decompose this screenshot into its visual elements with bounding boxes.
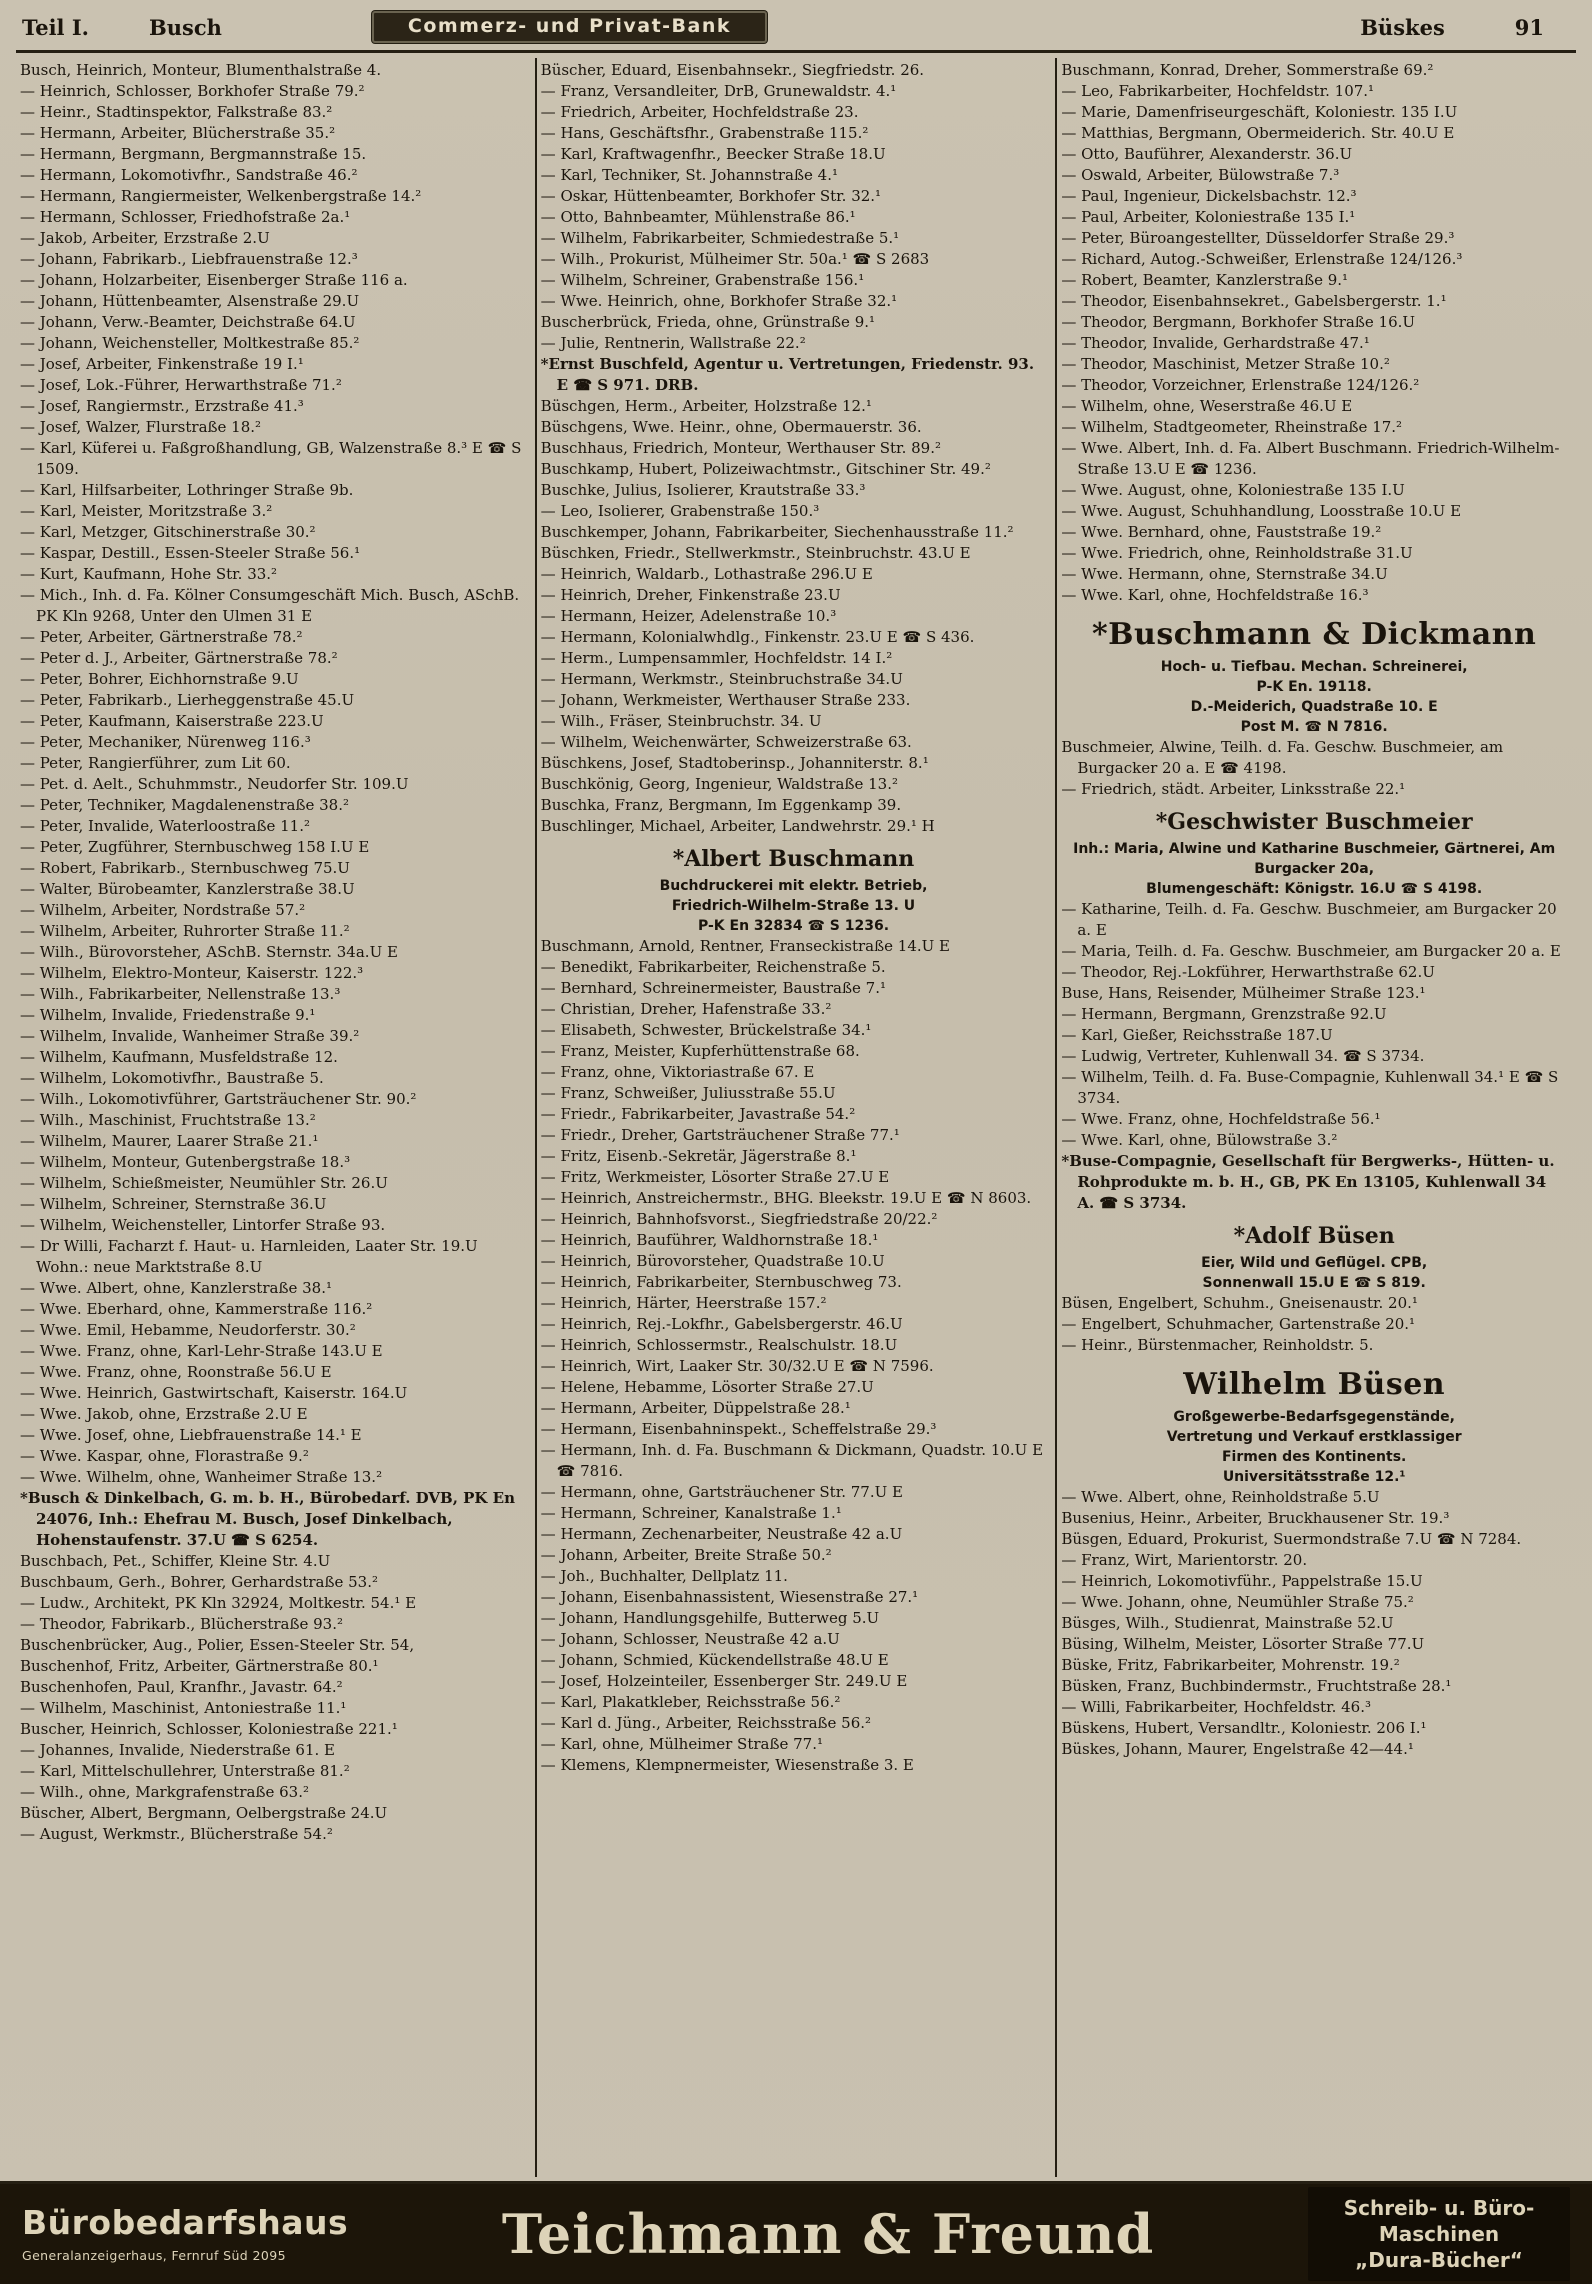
directory-entry: — Karl, ohne, Mülheimer Straße 77.¹	[540, 1735, 823, 1753]
directory-entry: — Wwe. Albert, ohne, Kanzlerstraße 38.¹	[20, 1279, 332, 1297]
directory-entry: — Maria, Teilh. d. Fa. Geschw. Buschmeier, am Burgacker 20 a. E	[1061, 942, 1561, 960]
directory-entry: — Dr Willi, Facharzt f. Haut- u. Harnleiden, Laater Str. 19.U Wohn.: neue Marktstraße 8.U	[20, 1237, 478, 1276]
ad-text-line: Blumengeschäft: Königstr. 16.U ☎ S 4198.	[1146, 881, 1483, 897]
directory-entry: — Wilh., Fabrikarbeiter, Nellenstraße 13.³	[20, 985, 341, 1003]
directory-entry: Büsing, Wilhelm, Meister, Lösorter Straße 77.U	[1061, 1635, 1425, 1653]
footer-ad-right-line3: „Dura-Bücher“	[1355, 2248, 1523, 2272]
ad-text-line: Friedrich-Wilhelm-Straße 13. U	[671, 898, 916, 914]
directory-entry: Büskens, Hubert, Versandltr., Koloniestr. 206 I.¹	[1061, 1719, 1427, 1737]
directory-entry: — Friedrich, Arbeiter, Hochfeldstraße 23.	[540, 103, 859, 121]
directory-entry: — Wilhelm, Schreiner, Grabenstraße 156.¹	[540, 271, 865, 289]
bank-ad-banner: Commerz- und Privat-Bank	[372, 11, 767, 43]
directory-entry: — Marie, Damenfriseurgeschäft, Koloniestr. 135 I.U	[1061, 103, 1458, 121]
directory-entry: — Heinrich, Waldarb., Lothastraße 296.U E	[540, 565, 873, 583]
directory-entry: — Fritz, Eisenb.-Sekretär, Jägerstraße 8.¹	[540, 1147, 857, 1165]
directory-entry: — Katharine, Teilh. d. Fa. Geschw. Buschmeier, am Burgacker 20 a. E	[1061, 900, 1557, 939]
directory-entry: — Robert, Fabrikarb., Sternbuschweg 75.U	[20, 859, 350, 877]
directory-entry: — Heinrich, Härter, Heerstraße 157.²	[540, 1294, 827, 1312]
directory-entry: — Otto, Bahnbeamter, Mühlenstraße 86.¹	[540, 208, 856, 226]
directory-entry: — Karl, Küferei u. Faßgroßhandlung, GB, Walzenstraße 8.³ E ☎ S 1509.	[20, 439, 522, 478]
directory-entry: Buschenhofen, Paul, Kranfhr., Javastr. 64.²	[20, 1678, 343, 1696]
directory-entry: — Peter d. J., Arbeiter, Gärtnerstraße 78.²	[20, 649, 338, 667]
directory-entry: — Johann, Arbeiter, Breite Straße 50.²	[540, 1546, 832, 1564]
directory-entry: — Hermann, Rangiermeister, Welkenbergstraße 14.²	[20, 187, 422, 205]
footer-ad-right	[1308, 2187, 1570, 2281]
directory-entry: — Wilh., Maschinist, Fruchtstraße 13.²	[20, 1111, 316, 1129]
directory-column-3	[1057, 58, 1576, 2177]
directory-entry: — Heinrich, Wirt, Laaker Str. 30/32.U E ☎ N 7596.	[540, 1357, 934, 1375]
directory-entry: Buscherbrück, Frieda, ohne, Grünstraße 9.¹	[540, 313, 876, 331]
directory-entry: — Julie, Rentnerin, Wallstraße 22.²	[540, 334, 806, 352]
directory-entry: — Karl d. Jüng., Arbeiter, Reichsstraße 56.²	[540, 1714, 872, 1732]
page-number: 91	[1514, 14, 1544, 40]
directory-entry: — Mich., Inh. d. Fa. Kölner Consumgeschäft Mich. Busch, ASchB. PK Kln 9268, Unter den Ulmen 31 E	[20, 586, 520, 625]
directory-entry: — Peter, Invalide, Waterloostraße 11.²	[20, 817, 311, 835]
directory-entry: — Heinrich, Dreher, Finkenstraße 23.U	[540, 586, 841, 604]
directory-entry: Büscher, Albert, Bergmann, Oelbergstraße 24.U	[20, 1804, 388, 1822]
directory-entry: — Wwe. Franz, ohne, Karl-Lehr-Straße 143.U E	[20, 1342, 383, 1360]
directory-entry: Buschke, Julius, Isolierer, Krautstraße 33.³	[540, 481, 866, 499]
directory-entry: — Oswald, Arbeiter, Bülowstraße 7.³	[1061, 166, 1340, 184]
directory-entry: — Wilhelm, Schreiner, Sternstraße 36.U	[20, 1195, 327, 1213]
directory-entry: — Johann, Fabrikarb., Liebfrauenstraße 12.³	[20, 250, 358, 268]
directory-entry: — Peter, Zugführer, Sternbuschweg 158 I.U E	[20, 838, 370, 856]
directory-entry: — Hermann, Lokomotivfhr., Sandstraße 46.²	[20, 166, 358, 184]
directory-entry: — Johann, Schlosser, Neustraße 42 a.U	[540, 1630, 840, 1648]
directory-entry: — Benedikt, Fabrikarbeiter, Reichenstraße 5.	[540, 958, 886, 976]
directory-entry: — Peter, Arbeiter, Gärtnerstraße 78.²	[20, 628, 303, 646]
directory-entry: — Heinrich, Bürovorsteher, Quadstraße 10.U	[540, 1252, 885, 1270]
directory-entry: Büschkens, Josef, Stadtoberinsp., Johanniterstr. 8.¹	[540, 754, 929, 772]
guide-word-left: Busch	[148, 14, 222, 40]
directory-entry: Buscher, Heinrich, Schlosser, Koloniestraße 221.¹	[20, 1720, 398, 1738]
directory-entry: — Karl, Metzger, Gitschinerstraße 30.²	[20, 523, 316, 541]
directory-entry: — August, Werkmstr., Blücherstraße 54.²	[20, 1825, 333, 1843]
directory-entry: Buse, Hans, Reisender, Mülheimer Straße 123.¹	[1061, 984, 1426, 1002]
directory-entry: — Heinrich, Lokomotivführ., Pappelstraße 15.U	[1061, 1572, 1423, 1590]
directory-entry: — Theodor, Vorzeichner, Erlenstraße 124/126.²	[1061, 376, 1420, 394]
ad-text-line: D.-Meiderich, Quadstraße 10. E	[1190, 699, 1438, 715]
directory-entry: — Pet. d. Aelt., Schuhmmstr., Neudorfer Str. 109.U	[20, 775, 409, 793]
directory-entry: — Peter, Büroangestellter, Düsseldorfer Straße 29.³	[1061, 229, 1455, 247]
directory-entry: — Josef, Rangiermstr., Erzstraße 41.³	[20, 397, 304, 415]
directory-entry: — Hermann, Bergmann, Grenzstraße 92.U	[1061, 1005, 1387, 1023]
ad-title: *Albert Buschmann	[672, 846, 915, 872]
directory-entry: — Wwe. Josef, ohne, Liebfrauenstraße 14.¹ E	[20, 1426, 362, 1444]
directory-entry: Buschmeier, Alwine, Teilh. d. Fa. Geschw. Buschmeier, am Burgacker 20 a. E ☎ 4198.	[1061, 738, 1504, 777]
directory-entry: Buschmann, Arnold, Rentner, Franseckistraße 14.U E	[540, 937, 950, 955]
directory-entry: — Karl, Meister, Moritzstraße 3.²	[20, 502, 273, 520]
directory-entry: — Peter, Bohrer, Eichhornstraße 9.U	[20, 670, 299, 688]
directory-entry: — Wilhelm, Arbeiter, Ruhrorter Straße 11.²	[20, 922, 350, 940]
directory-entry: — Franz, Schweißer, Juliusstraße 55.U	[540, 1084, 836, 1102]
directory-entry: — Hermann, Arbeiter, Düppelstraße 28.¹	[540, 1399, 851, 1417]
directory-entry: — Karl, Hilfsarbeiter, Lothringer Straße 9b.	[20, 481, 354, 499]
ad-text-line: Firmen des Kontinents.	[1221, 1449, 1407, 1465]
directory-entry: — Franz, ohne, Viktoriastraße 67. E	[540, 1063, 815, 1081]
directory-entry: — Hermann, Schlosser, Friedhofstraße 2a.¹	[20, 208, 351, 226]
directory-entry: — Wilhelm, Stadtgeometer, Rheinstraße 17.²	[1061, 418, 1403, 436]
directory-entry: — Friedr., Fabrikarbeiter, Javastraße 54.²	[540, 1105, 856, 1123]
directory-entry: — Karl, Mittelschullehrer, Unterstraße 81.²	[20, 1762, 350, 1780]
directory-entry: — Theodor, Fabrikarb., Blücherstraße 93.²	[20, 1615, 344, 1633]
directory-entry: — Wilhelm, Maschinist, Antoniestraße 11.¹	[20, 1699, 347, 1717]
directory-entry: — Heinrich, Fabrikarbeiter, Sternbuschweg 73.	[540, 1273, 902, 1291]
directory-entry: — Heinrich, Schlosser, Borkhofer Straße 79.²	[20, 82, 365, 100]
directory-entry: Buschka, Franz, Bergmann, Im Eggenkamp 39.	[540, 796, 902, 814]
directory-entry: Büsken, Franz, Buchbindermstr., Fruchtstraße 28.¹	[1061, 1677, 1452, 1695]
directory-entry: — Bernhard, Schreinermeister, Baustraße 7.¹	[540, 979, 886, 997]
directory-entry: — Walter, Bürobeamter, Kanzlerstraße 38.U	[20, 880, 355, 898]
directory-entry: — Josef, Holzeinteiler, Essenberger Str. 249.U E	[540, 1672, 908, 1690]
directory-entry: — Josef, Arbeiter, Finkenstraße 19 I.¹	[20, 355, 304, 373]
directory-entry: — Peter, Rangierführer, zum Lit 60.	[20, 754, 291, 772]
directory-entry: — Karl, Kraftwagenfhr., Beecker Straße 18.U	[540, 145, 886, 163]
directory-entry: — Theodor, Eisenbahnsekret., Gabelsbergerstr. 1.¹	[1061, 292, 1447, 310]
directory-entry: — Christian, Dreher, Hafenstraße 33.²	[540, 1000, 832, 1018]
directory-entry: — Wilh., Fräser, Steinbruchstr. 34. U	[540, 712, 822, 730]
directory-entry: — Wilhelm, Arbeiter, Nordstraße 57.²	[20, 901, 306, 919]
directory-entry: — Helene, Hebamme, Lösorter Straße 27.U	[540, 1378, 874, 1396]
directory-entry: — Willi, Fabrikarbeiter, Hochfeldstr. 46.³	[1061, 1698, 1371, 1716]
guide-word-right: Büskes	[1360, 14, 1445, 40]
directory-entry: — Hermann, Bergmann, Bergmannstraße 15.	[20, 145, 367, 163]
directory-entry: — Wwe. Heinrich, ohne, Borkhofer Straße 32.¹	[540, 292, 898, 310]
directory-entry: — Johann, Holzarbeiter, Eisenberger Straße 116 a.	[20, 271, 408, 289]
directory-entry: — Friedr., Dreher, Gartsträuchener Straße 77.¹	[540, 1126, 900, 1144]
footer-ad-right-line1: Schreib- u. Büro-	[1343, 2196, 1535, 2220]
directory-entry: — Hans, Geschäftsfhr., Grabenstraße 115.²	[540, 124, 869, 142]
directory-entry: — Johann, Eisenbahnassistent, Wiesenstraße 27.¹	[540, 1588, 919, 1606]
directory-entry: — Franz, Meister, Kupferhüttenstraße 68.	[540, 1042, 860, 1060]
directory-entry: — Hermann, ohne, Gartsträuchener Str. 77.U E	[540, 1483, 903, 1501]
directory-entry: — Wwe. August, ohne, Koloniestraße 135 I.U	[1061, 481, 1405, 499]
directory-entry: — Franz, Versandleiter, DrB, Grunewaldstr. 4.¹	[540, 82, 897, 100]
directory-entry: — Kaspar, Destill., Essen-Steeler Straße 56.¹	[20, 544, 361, 562]
directory-entry: — Jakob, Arbeiter, Erzstraße 2.U	[20, 229, 270, 247]
ad-text-line: Großgewerbe-Bedarfsgegenstände,	[1173, 1409, 1455, 1425]
directory-entry: — Wwe. Friedrich, ohne, Reinholdstraße 31.U	[1061, 544, 1413, 562]
directory-entry: — Wwe. Jakob, ohne, Erzstraße 2.U E	[20, 1405, 308, 1423]
directory-entry: — Heinrich, Schlossermstr., Realschulstr. 18.U	[540, 1336, 898, 1354]
directory-entry: — Johann, Werkmeister, Werthauser Straße 233.	[540, 691, 911, 709]
directory-entry: — Johann, Schmied, Kückendellstraße 48.U E	[540, 1651, 889, 1669]
directory-entry: Büsges, Wilh., Studienrat, Mainstraße 52.U	[1061, 1614, 1394, 1632]
ad-text-line: Post M. ☎ N 7816.	[1240, 719, 1388, 735]
directory-entry: — Paul, Ingenieur, Dickelsbachstr. 12.³	[1061, 187, 1357, 205]
directory-entry: Büskes, Johann, Maurer, Engelstraße 42—44.¹	[1061, 1740, 1414, 1758]
ad-title: *Buschmann & Dickmann	[1091, 617, 1537, 652]
directory-entry: Buschkönig, Georg, Ingenieur, Waldstraße 13.²	[540, 775, 898, 793]
directory-entry: — Karl, Plakatkleber, Reichsstraße 56.²	[540, 1693, 841, 1711]
ad-text-line: P-K En 32834 ☎ S 1236.	[697, 918, 890, 934]
directory-entry: Buschbach, Pet., Schiffer, Kleine Str. 4.U	[20, 1552, 331, 1570]
directory-entry: Buschkamp, Hubert, Polizeiwachtmstr., Gitschiner Str. 49.²	[540, 460, 991, 478]
ad-text-line: Sonnenwall 15.U E ☎ S 819.	[1202, 1275, 1426, 1291]
directory-entry: — Wwe. Johann, ohne, Neumühler Straße 75.²	[1061, 1593, 1414, 1611]
directory-entry: — Wwe. Franz, ohne, Roonstraße 56.U E	[20, 1363, 332, 1381]
directory-entry: — Leo, Fabrikarbeiter, Hochfeldstr. 107.¹	[1061, 82, 1375, 100]
directory-entry: — Ludw., Architekt, PK Kln 32924, Moltkestr. 54.¹ E	[20, 1594, 417, 1612]
directory-entry: — Hermann, Eisenbahninspekt., Scheffelstraße 29.³	[540, 1420, 937, 1438]
directory-entry: Büscher, Eduard, Eisenbahnsekr., Siegfriedstr. 26.	[540, 61, 925, 79]
ad-text-line: Buchdruckerei mit elektr. Betrieb,	[659, 878, 928, 894]
ad-title: *Adolf Büsen	[1233, 1223, 1395, 1249]
directory-entry: — Wilhelm, Fabrikarbeiter, Schmiedestraße 5.¹	[540, 229, 900, 247]
directory-entry: — Heinrich, Rej.-Lokfhr., Gabelsbergerstr. 46.U	[540, 1315, 903, 1333]
directory-entry: — Wwe. Wilhelm, ohne, Wanheimer Straße 13.²	[20, 1468, 383, 1486]
directory-entry-bold: *Buse-Compagnie, Gesellschaft für Bergwerks-, Hütten- u. Rohprodukte m. b. H., GB, PK En 13105, Kuhlenwall 34 A. ☎ S 3734.	[1061, 1152, 1555, 1212]
directory-entry: — Theodor, Rej.-Lokführer, Herwarthstraße 62.U	[1061, 963, 1435, 981]
directory-entry: — Wwe. Bernhard, ohne, Fauststraße 19.²	[1061, 523, 1382, 541]
directory-entry: — Hermann, Schreiner, Kanalstraße 1.¹	[540, 1504, 842, 1522]
directory-entry: — Hermann, Inh. d. Fa. Buschmann & Dickmann, Quadstr. 10.U E ☎ 7816.	[540, 1441, 1044, 1480]
directory-entry: — Wwe. Heinrich, Gastwirtschaft, Kaiserstr. 164.U	[20, 1384, 408, 1402]
directory-entry: — Theodor, Bergmann, Borkhofer Straße 16.U	[1061, 313, 1416, 331]
directory-entry: — Peter, Mechaniker, Nürenweg 116.³	[20, 733, 311, 751]
directory-entry: — Wwe. Karl, ohne, Hochfeldstraße 16.³	[1061, 586, 1369, 604]
directory-entry: — Josef, Lok.-Führer, Herwarthstraße 71.²	[20, 376, 342, 394]
directory-entry: — Wwe. Karl, ohne, Bülowstraße 3.²	[1061, 1131, 1338, 1149]
directory-entry: — Johann, Hüttenbeamter, Alsenstraße 29.U	[20, 292, 360, 310]
directory-entry: — Friedrich, städt. Arbeiter, Linksstraße 22.¹	[1061, 780, 1406, 798]
ad-title: Wilhelm Büsen	[1183, 1367, 1446, 1402]
directory-entry: — Otto, Bauführer, Alexanderstr. 36.U	[1061, 145, 1353, 163]
directory-entry: — Wilhelm, Schießmeister, Neumühler Str. 26.U	[20, 1174, 388, 1192]
directory-entry: — Peter, Fabrikarb., Lierheggenstraße 45.U	[20, 691, 355, 709]
ad-text-line: Inh.: Maria, Alwine und Katharine Buschmeier, Gärtnerei, Am Burgacker 20a,	[1073, 841, 1556, 877]
directory-entry: — Johann, Verw.-Beamter, Deichstraße 64.U	[20, 313, 356, 331]
directory-entry: — Paul, Arbeiter, Koloniestraße 135 I.¹	[1061, 208, 1356, 226]
footer-ad-right-line2: Maschinen	[1378, 2222, 1500, 2246]
directory-entry: Büschgen, Herm., Arbeiter, Holzstraße 12.¹	[540, 397, 872, 415]
directory-entry: Busenius, Heinr., Arbeiter, Bruckhausener Str. 19.³	[1061, 1509, 1450, 1527]
directory-entry: — Wwe. August, Schuhhandlung, Loosstraße 10.U E	[1061, 502, 1462, 520]
directory-entry: — Josef, Walzer, Flurstraße 18.²	[20, 418, 262, 436]
directory-entry: — Wwe. Eberhard, ohne, Kammerstraße 116.²	[20, 1300, 373, 1318]
directory-entry: — Ludwig, Vertreter, Kuhlenwall 34. ☎ S 3734.	[1061, 1047, 1425, 1065]
footer-ad-strip	[0, 2181, 1592, 2284]
directory-entry: — Peter, Techniker, Magdalenenstraße 38.²	[20, 796, 349, 814]
ad-text-line: P-K En. 19118.	[1256, 679, 1372, 695]
directory-entry: — Wilhelm, Invalide, Wanheimer Straße 39.²	[20, 1027, 360, 1045]
directory-entry: — Wilhelm, Weichenwärter, Schweizerstraße 63.	[540, 733, 912, 751]
directory-entry: — Wilhelm, Weichensteller, Lintorfer Straße 93.	[20, 1216, 386, 1234]
directory-entry: — Heinr., Stadtinspektor, Falkstraße 83.²	[20, 103, 333, 121]
ad-text-line: Eier, Wild und Geflügel. CPB,	[1201, 1255, 1428, 1271]
directory-entry: — Hermann, Kolonialwhdlg., Finkenstr. 23.U E ☎ S 436.	[540, 628, 975, 646]
directory-entry: Buschenhof, Fritz, Arbeiter, Gärtnerstraße 80.¹	[20, 1657, 379, 1675]
directory-entry: — Wilh., Bürovorsteher, ASchB. Sternstr. 34a.U E	[20, 943, 398, 961]
footer-ad-left-subtitle: Generalanzeigerhaus, Fernruf Süd 2095	[22, 2248, 286, 2263]
directory-entry: Busch, Heinrich, Monteur, Blumenthalstraße 4.	[20, 61, 382, 79]
directory-entry: — Wwe. Emil, Hebamme, Neudorferstr. 30.²	[20, 1321, 356, 1339]
directory-entry: — Johannes, Invalide, Niederstraße 61. E	[20, 1741, 335, 1759]
directory-entry: — Johann, Handlungsgehilfe, Butterweg 5.U	[540, 1609, 880, 1627]
directory-entry: — Robert, Beamter, Kanzlerstraße 9.¹	[1061, 271, 1349, 289]
directory-entry: — Wilhelm, Monteur, Gutenbergstraße 18.³	[20, 1153, 351, 1171]
directory-column-1	[16, 58, 537, 2177]
directory-entry: — Heinrich, Bauführer, Waldhornstraße 18.¹	[540, 1231, 879, 1249]
ad-text-line: Hoch- u. Tiefbau. Mechan. Schreinerei,	[1160, 659, 1468, 675]
directory-entry: Büschgens, Wwe. Heinr., ohne, Obermauerstr. 36.	[540, 418, 922, 436]
directory-entry: — Wwe. Albert, ohne, Reinholdstraße 5.U	[1061, 1488, 1380, 1506]
directory-entry: — Theodor, Maschinist, Metzer Straße 10.²	[1061, 355, 1390, 373]
directory-entry: — Joh., Buchhalter, Dellplatz 11.	[540, 1567, 788, 1585]
directory-entry: — Wilh., ohne, Markgrafenstraße 63.²	[20, 1783, 309, 1801]
section-label: Teil I.	[22, 14, 89, 40]
directory-entry: — Hermann, Arbeiter, Blücherstraße 35.²	[20, 124, 336, 142]
directory-entry: — Elisabeth, Schwester, Brückelstraße 34.¹	[540, 1021, 872, 1039]
directory-entry: — Wwe. Kaspar, ohne, Florastraße 9.²	[20, 1447, 309, 1465]
directory-entry: — Oskar, Hüttenbeamter, Borkhofer Str. 32.¹	[540, 187, 882, 205]
directory-entry: — Hermann, Werkmstr., Steinbruchstraße 34.U	[540, 670, 903, 688]
footer-ad-left-title: Bürobedarfshaus	[22, 2203, 349, 2242]
directory-entry: — Matthias, Bergmann, Obermeiderich. Str. 40.U E	[1061, 124, 1455, 142]
directory-entry: — Herm., Lumpensammler, Hochfeldstr. 14 I.²	[540, 649, 893, 667]
directory-entry: Büsgen, Eduard, Prokurist, Suermondstraße 7.U ☎ N 7284.	[1061, 1530, 1522, 1548]
directory-entry: — Klemens, Klempnermeister, Wiesenstraße 3. E	[540, 1756, 914, 1774]
footer-ad-left	[22, 2204, 348, 2264]
directory-entry: Büske, Fritz, Fabrikarbeiter, Mohrenstr. 19.²	[1061, 1656, 1400, 1674]
directory-entry-bold: *Busch & Dinkelbach, G. m. b. H., Bürobedarf. DVB, PK En 24076, Inh.: Ehefrau M. Busch, Josef Dinkelbach, Hohenstaufenstr. 37.U ☎ S 6254.	[20, 1489, 516, 1549]
directory-entry: — Wilh., Lokomotivführer, Gartsträuchener Str. 90.²	[20, 1090, 417, 1108]
directory-entry-bold: *Ernst Buschfeld, Agentur u. Vertretungen, Friedenstr. 93. E ☎ S 971. DRB.	[540, 355, 1035, 394]
directory-entry: — Wilh., Prokurist, Mülheimer Str. 50a.¹ ☎ S 2683	[540, 250, 930, 268]
directory-entry: — Johann, Weichensteller, Moltkestraße 85.²	[20, 334, 360, 352]
directory-entry: — Franz, Wirt, Marientorstr. 20.	[1061, 1551, 1308, 1569]
directory-entry: — Karl, Gießer, Reichsstraße 187.U	[1061, 1026, 1333, 1044]
page-header	[16, 8, 1576, 53]
ad-text-line: Universitätsstraße 12.¹	[1222, 1469, 1406, 1485]
directory-entry: — Wilhelm, Maurer, Laarer Straße 21.¹	[20, 1132, 319, 1150]
directory-column-2	[537, 58, 1058, 2177]
directory-entry: — Kurt, Kaufmann, Hohe Str. 33.²	[20, 565, 278, 583]
directory-entry: — Wilhelm, Lokomotivfhr., Baustraße 5.	[20, 1069, 324, 1087]
directory-entry: Buschbaum, Gerh., Bohrer, Gerhardstraße 53.²	[20, 1573, 379, 1591]
directory-entry: — Fritz, Werkmeister, Lösorter Straße 27.U E	[540, 1168, 890, 1186]
directory-entry: — Wilhelm, Invalide, Friedenstraße 9.¹	[20, 1006, 316, 1024]
directory-entry: Buschlinger, Michael, Arbeiter, Landwehrstr. 29.¹ H	[540, 817, 935, 835]
directory-entry: Buschhaus, Friedrich, Monteur, Werthauser Str. 89.²	[540, 439, 941, 457]
footer-ad-center-title: Teichmann & Freund	[501, 2202, 1155, 2266]
directory-entry: Buschmann, Konrad, Dreher, Sommerstraße 69.²	[1061, 61, 1434, 79]
directory-entry: — Wwe. Franz, ohne, Hochfeldstraße 56.¹	[1061, 1110, 1381, 1128]
directory-entry: — Hermann, Zechenarbeiter, Neustraße 42 a.U	[540, 1525, 903, 1543]
directory-entry: — Wilhelm, ohne, Weserstraße 46.U E	[1061, 397, 1353, 415]
directory-entry: — Wilhelm, Kaufmann, Musfeldstraße 12.	[20, 1048, 338, 1066]
directory-entry: — Wilhelm, Elektro-Monteur, Kaiserstr. 122.³	[20, 964, 364, 982]
directory-entry: — Wwe. Hermann, ohne, Sternstraße 34.U	[1061, 565, 1388, 583]
directory-entry: — Heinr., Bürstenmacher, Reinholdstr. 5.	[1061, 1336, 1374, 1354]
directory-entry: — Engelbert, Schuhmacher, Gartenstraße 20.¹	[1061, 1315, 1416, 1333]
directory-entry: — Heinrich, Bahnhofsvorst., Siegfriedstraße 20/22.²	[540, 1210, 938, 1228]
directory-entry: — Wwe. Albert, Inh. d. Fa. Albert Buschmann. Friedrich-Wilhelm-Straße 13.U E ☎ 1236.	[1061, 439, 1560, 478]
directory-entry: Büsen, Engelbert, Schuhm., Gneisenaustr. 20.¹	[1061, 1294, 1418, 1312]
directory-entry: — Hermann, Heizer, Adelenstraße 10.³	[540, 607, 837, 625]
ad-text-line: Vertretung und Verkauf erstklassiger	[1166, 1429, 1462, 1445]
directory-entry: — Heinrich, Anstreichermstr., BHG. Bleekstr. 19.U E ☎ N 8603.	[540, 1189, 1032, 1207]
directory-entry: — Leo, Isolierer, Grabenstraße 150.³	[540, 502, 820, 520]
ad-title: *Geschwister Buschmeier	[1155, 809, 1473, 835]
columns	[16, 53, 1576, 2177]
directory-entry: Buschenbrücker, Aug., Polier, Essen-Steeler Str. 54,	[20, 1636, 415, 1654]
directory-entry: Buschkemper, Johann, Fabrikarbeiter, Siechenhausstraße 11.²	[540, 523, 1014, 541]
directory-entry: — Theodor, Invalide, Gerhardstraße 47.¹	[1061, 334, 1370, 352]
directory-entry: — Karl, Techniker, St. Johannstraße 4.¹	[540, 166, 838, 184]
directory-entry: — Peter, Kaufmann, Kaiserstraße 223.U	[20, 712, 324, 730]
directory-entry: — Wilhelm, Teilh. d. Fa. Buse-Compagnie, Kuhlenwall 34.¹ E ☎ S 3734.	[1061, 1068, 1559, 1107]
directory-entry: Büschken, Friedr., Stellwerkmstr., Steinbruchstr. 43.U E	[540, 544, 971, 562]
directory-entry: — Richard, Autog.-Schweißer, Erlenstraße 124/126.³	[1061, 250, 1463, 268]
